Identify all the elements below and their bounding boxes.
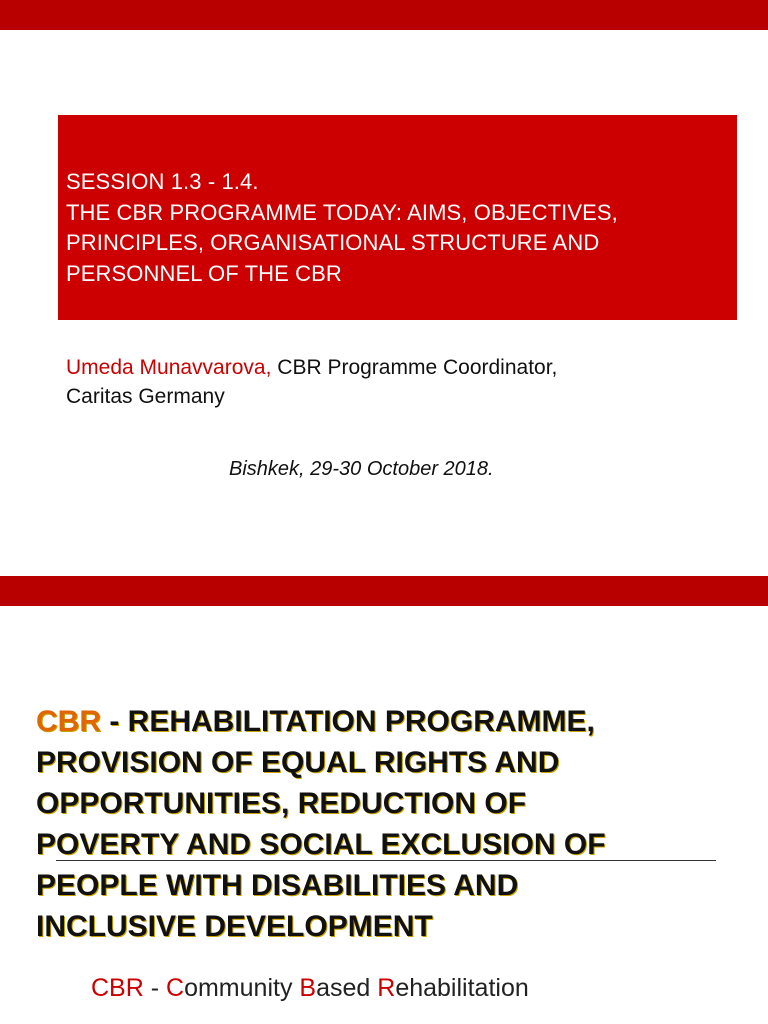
presenter-organisation: Caritas Germany	[66, 385, 225, 408]
slide-divider-band	[0, 576, 768, 606]
acronym-letter-c: C	[166, 974, 185, 1002]
top-red-band	[0, 0, 768, 30]
headline-line-5: PEOPLE WITH DISABILITIES AND	[36, 869, 519, 902]
headline-underline-rule	[56, 860, 716, 861]
headline-line-2: PROVISION OF EQUAL RIGHTS AND	[36, 746, 560, 779]
presenter-info	[66, 353, 746, 411]
acronym-separator: -	[143, 974, 167, 1002]
acronym-letter-r: R	[377, 974, 396, 1002]
session-title-line-2: PRINCIPLES, ORGANISATIONAL STRUCTURE AND	[66, 230, 600, 255]
acronym-expansion	[91, 974, 529, 1003]
headline-line-3: OPPORTUNITIES, REDUCTION OF	[36, 787, 527, 820]
presenter-name: Umeda Munavvarova,	[66, 356, 272, 379]
acronym-word-rehabilitation: ehabilitation	[395, 974, 529, 1002]
acronym-abbr: CBR	[91, 974, 144, 1002]
headline-line	[36, 701, 756, 742]
session-title-line-1: THE CBR PROGRAMME TODAY: AIMS, OBJECTIVES,	[66, 199, 618, 225]
session-title-box	[58, 115, 737, 320]
headline-line-4: POVERTY AND SOCIAL EXCLUSION OF	[36, 828, 606, 861]
session-title-line-3: PERSONNEL OF THE CBR	[66, 260, 342, 286]
acronym-word-based: ased	[316, 974, 378, 1002]
session-number: SESSION 1.3 - 1.4.	[66, 169, 259, 194]
headline-acronym: CBR	[36, 705, 101, 738]
venue-date: Bishkek, 29-30 October 2018.	[229, 458, 494, 480]
acronym-letter-b: B	[299, 974, 317, 1002]
acronym-word-community: ommunity	[184, 974, 300, 1002]
slide2-headline	[36, 701, 756, 947]
headline-line-6: INCLUSIVE DEVELOPMENT	[36, 910, 433, 943]
headline-line-1: - REHABILITATION PROGRAMME,	[101, 705, 595, 738]
presenter-role: CBR Programme Coordinator,	[277, 356, 558, 379]
